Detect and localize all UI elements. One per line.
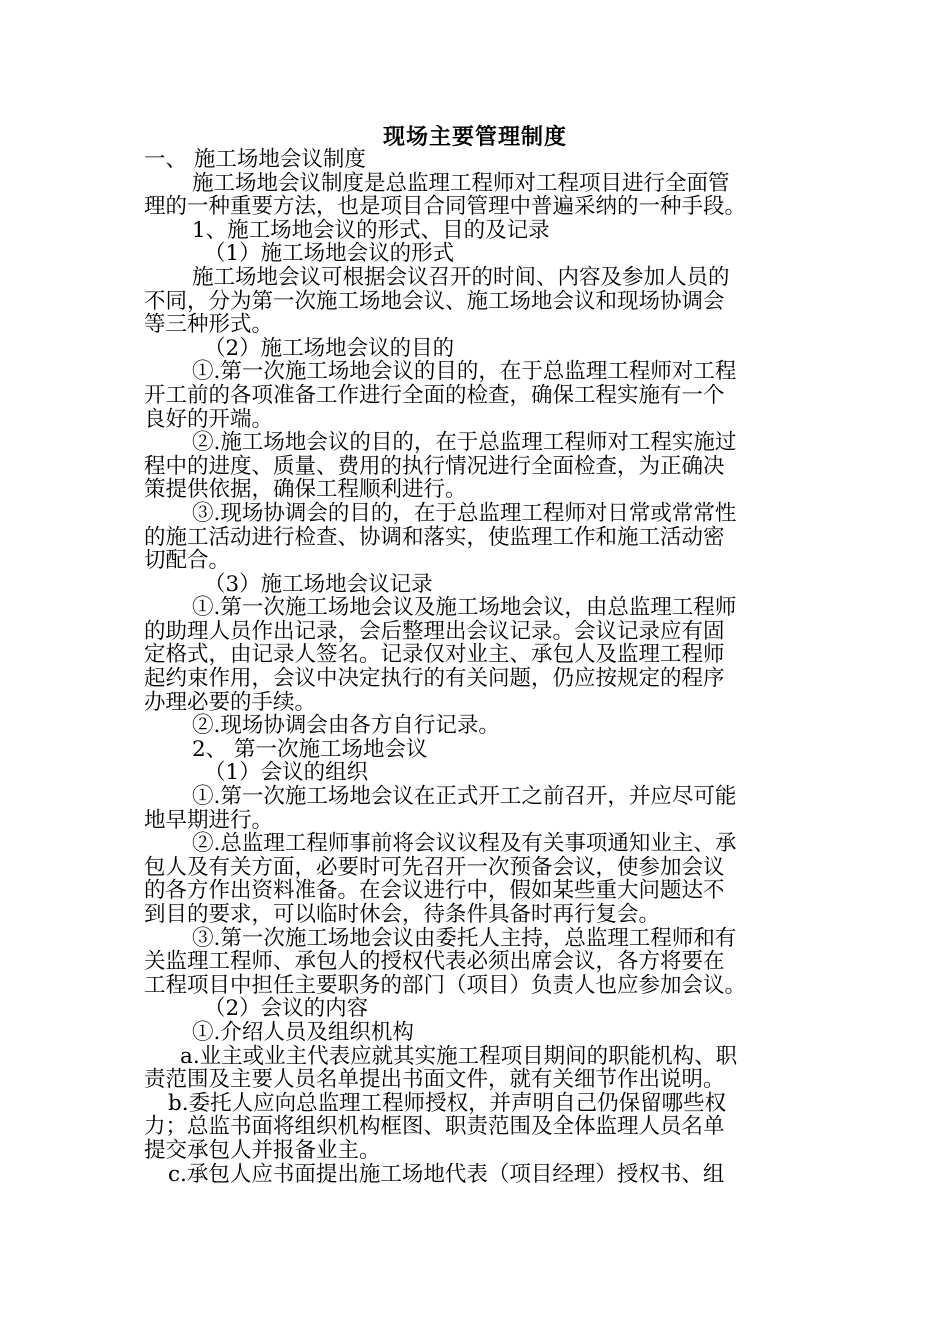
text-line: ①.第一次施工场地会议及施工场地会议，由总监理工程师 bbox=[192, 595, 737, 621]
document-body bbox=[144, 148, 808, 1186]
text-line: （2）会议的内容 bbox=[204, 996, 369, 1022]
text-line: （3）施工场地会议记录 bbox=[204, 571, 433, 597]
text-line: ①.第一次施工场地会议的目的，在于总监理工程师对工程 bbox=[192, 359, 737, 385]
text-line: 地早期进行。 bbox=[144, 807, 274, 833]
text-line: ②.施工场地会议的目的，在于总监理工程师对工程实施过 bbox=[192, 430, 737, 456]
text-line: 一、 施工场地会议制度 bbox=[144, 147, 366, 172]
text-line: 包人及有关方面，必要时可先召开一次预备会议，使参加会议 bbox=[144, 854, 725, 880]
text-line: 力；总监书面将组织机构框图、职责范围及全体监理人员名单 bbox=[144, 1114, 725, 1140]
text-line: 责范围及主要人员名单提出书面文件，就有关细节作出说明。 bbox=[144, 1067, 725, 1093]
text-line: ①.介绍人员及组织机构 bbox=[192, 1019, 414, 1045]
text-line: ③.第一次施工场地会议由委托人主持，总监理工程师和有 bbox=[192, 925, 737, 951]
text-line: （2）施工场地会议的目的 bbox=[204, 335, 455, 361]
text-line: 程中的进度、质量、费用的执行情况进行全面检查，为正确决 bbox=[144, 453, 725, 479]
text-line: 等三种形式。 bbox=[144, 312, 274, 338]
text-line: 施工场地会议制度是总监理工程师对工程项目进行全面管 bbox=[192, 170, 730, 196]
text-line: b.委托人应向总监理工程师授权，并声明自己仍保留哪些权 bbox=[168, 1090, 727, 1116]
text-line: 关监理工程师、承包人的授权代表必须出席会议，各方将要在 bbox=[144, 949, 725, 975]
text-line: 2、 第一次施工场地会议 bbox=[192, 736, 428, 762]
text-line: 策提供依据，确保工程顺利进行。 bbox=[144, 477, 467, 503]
text-line: 的施工活动进行检查、协调和落实，使监理工作和施工活动密 bbox=[144, 524, 725, 550]
text-line: 到目的要求，可以临时休会，待条件具备时再行复会。 bbox=[144, 902, 661, 927]
text-line: 的各方作出资料准备。在会议进行中，假如某些重大问题达不 bbox=[144, 878, 725, 904]
text-line: a.业主或业主代表应就其实施工程项目期间的职能机构、职 bbox=[180, 1043, 738, 1069]
text-line: 不同，分为第一次施工场地会议、施工场地会议和现场协调会 bbox=[144, 288, 725, 314]
text-line: ①.第一次施工场地会议在正式开工之前召开，并应尽可能 bbox=[192, 784, 737, 810]
text-line: （1）会议的组织 bbox=[204, 760, 369, 786]
text-line: 工程项目中担任主要职务的部门（项目）负责人也应参加会议。 bbox=[144, 972, 747, 998]
text-line: 施工场地会议可根据会议召开的时间、内容及参加人员的 bbox=[192, 264, 730, 290]
text-line: ②.总监理工程师事前将会议议程及有关事项通知业主、承 bbox=[192, 831, 737, 857]
text-line: 开工前的各项准备工作进行全面的检查，确保工程实施有一个 bbox=[144, 382, 725, 408]
text-line: 提交承包人并报备业主。 bbox=[144, 1137, 381, 1163]
text-line: 理的一种重要方法，也是项目合同管理中普遍采纳的一种手段。 bbox=[144, 194, 747, 220]
text-line: ②.现场协调会由各方自行记录。 bbox=[192, 713, 500, 739]
text-line: c.承包人应书面提出施工场地代表（项目经理）授权书、组 bbox=[168, 1161, 725, 1187]
text-line: 1、施工场地会议的形式、目的及记录 bbox=[192, 217, 550, 243]
text-line: 良好的开端。 bbox=[144, 406, 274, 432]
text-line: （1）施工场地会议的形式 bbox=[204, 241, 455, 267]
text-line: 的助理人员作出记录，会后整理出会议记录。会议记录应有固 bbox=[144, 618, 725, 644]
text-line: 定格式，由记录人签名。记录仅对业主、承包人及监理工程师 bbox=[144, 642, 725, 668]
text-line: 切配合。 bbox=[144, 548, 231, 574]
text-line: 办理必要的手续。 bbox=[144, 689, 317, 715]
document-title: 现场主要管理制度 bbox=[382, 125, 567, 150]
text-line: ③.现场协调会的目的，在于总监理工程师对日常或常常性 bbox=[192, 500, 737, 526]
text-line: 起约束作用，会议中决定执行的有关问题，仍应按规定的程序 bbox=[144, 666, 725, 692]
